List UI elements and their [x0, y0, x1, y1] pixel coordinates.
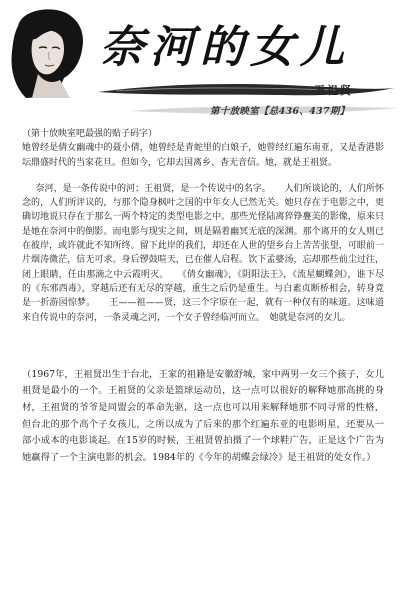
intro-paragraph: 她曾经是倩女幽魂中的聂小倩，她曾经是青蛇里的白娘子，她曾经红遍东南亚，又是香港影坛鼎盛时代的当家花旦。但如今，它却去国离乡、杳无音信。她，就是王祖贤。: [22, 143, 384, 168]
article-title: 奈河的女儿: [100, 22, 350, 73]
biography-paragraph: （1967年，王祖贤出生于台北，王家的祖籍是安徽舒城，家中两男一女三个孩子，女儿祖贤是最小的一个。王祖贤的父亲是篮球运动员，这一点可以很好的解释她那高挑的身材，王祖贤的爷爷是同盟会的革命先驱，这一点也可以用来解释她那不同寻常的性格，但台北的那个高个子女孩儿，之所以成为了后来的那个红遍东亚的电影明星，还要从一部小成本的电影谈起。在15岁的时候，王祖贤曾拍摄了一个球鞋广告，正是这个广告为她赢得了一个主演电影的机会。1984年的《今年的胡蝶会绿冷》是王祖贤的处女作。）: [22, 368, 384, 463]
article-body: [22, 127, 384, 466]
lead-note: （第十放映室吧最强的贴子码字）: [22, 129, 158, 139]
author-name: 王祖贤: [314, 84, 353, 97]
article-header: [0, 0, 400, 122]
issue-subtitle: 第十放映室【总436、437期】: [210, 106, 350, 117]
body-paragraph: 奈河，是一条传说中的河；王祖贤，是一个传说中的名字。 人们所谈论的，人们所怀念的，人们所评议的，与那个隐身枫叶之国的中年女人已然无关。她只存在于电影之中，更确切地说只存在于那么一两个特定的类型电影之中。那些光怪陆离猝铮亹美的影像，原来只是她在奈河中的倒影。而电影与现实之间，则是隔着幽冥无底的深渊。那个离开的女人则已在彼岸，或许就此不知所终。留下此岸的我们，却还在人世的望乡台上苦苦张望，可眼前一片烟涛微茫，信无可求。身后锣鼓喧天，已在催人启程。饮下孟婆汤，忘却那些前尘过往，闭上眼睛，任由那滴之中云霞明灭。 《倩女幽魂》，《阴阳法王》，《流星蝴蝶剑》，谁下尽的《东邪西毒》，穿越后还有无尽的穿越，重生之后仍是重生。与白素贞断桥相会，转身竟是一折游园惊梦。 王——祖——贤，这三个字原在一起，就有一种仅有的味道。这味道来自传说中的奈河，一条灵魂之河，一个女子曾经临河而立。 她就是奈河的女儿。: [22, 183, 384, 323]
portrait-image: [4, 6, 100, 98]
